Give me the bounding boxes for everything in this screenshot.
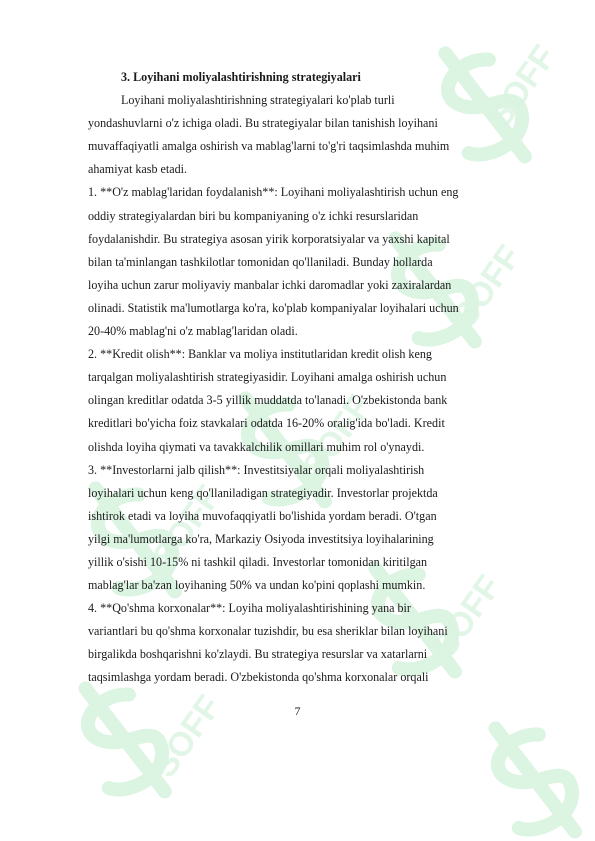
paragraph-line: ishtirok etadi va loyiha muvofaqqiyatli bo'lishida yordam beradi. O'tgan (88, 508, 437, 523)
paragraph-line: foydalanishdir. Bu strategiya asosan yirik korporatsiyalar va yaxshi kapital (88, 231, 450, 246)
paragraph-line: yondashuvlarni o'z ichiga oladi. Bu strategiyalar bilan tanishish loyihani (88, 116, 438, 131)
paragraph-line: tarqalgan moliyalashtirish strategiyasidir. Loyihani amalga oshirish uchun (88, 370, 447, 385)
paragraph-line: olingan kreditlar odatda 3-5 yillik muddatda to'lanadi. O'zbekistonda bank (88, 393, 448, 408)
paragraph-line: loyihalari uchun keng qo'llaniladigan strategiyadir. Investorlar projektda (88, 485, 438, 500)
paragraph-line: 2. **Kredit olish**: Banklar va moliya institutlaridan kredit olish keng (88, 347, 432, 362)
watermark-glyph (54, 670, 186, 817)
paragraph-line: birgalikda boshqarishni ko'zlaydi. Bu strategiya resurslar va xatarlarni (88, 647, 428, 662)
watermark-text: SOFF (445, 238, 529, 335)
section-heading: 3. Loyihani moliyalashtirishning strategiyalari (121, 70, 361, 84)
watermark-text: SOFF (425, 568, 509, 665)
paragraph-line: Loyihani moliyalashtirishning strategiyalari ko'plab turli (121, 93, 395, 108)
paragraph-line: muvaffaqiyatli amalga oshirish va mablag'larni to'g'ri taqsimlashda muhim (88, 139, 450, 154)
paragraph-line: yillik o'sishi 10-15% ni tashkil qiladi. Investorlar tomonidan kiritilgan (88, 554, 428, 569)
watermark-text: SOFF (480, 38, 564, 135)
paragraph-line: 3. **Investorlarni jalb qilish**: Investitsiyalar orqali moliyalashtirish (88, 462, 425, 477)
paragraph-line: yilgi ma'lumotlarga ko'ra, Markaziy Osiyoda investitsiya loyihalarining (88, 531, 434, 546)
paragraph-line: 1. **O'z mablag'laridan foydalanish**: Loyihani moliyalashtirish uchun eng (88, 185, 459, 200)
watermark-text: SOFF (145, 688, 229, 785)
paragraph-line: bilan ta'minlangan tashkilotlar tomonidan qo'llaniladi. Bunday hollarda (88, 254, 433, 269)
paragraph-line: kreditlari bo'yicha foiz stavkalari odatda 16-20% oralig'ida bo'ladi. Kredit (88, 416, 445, 431)
paragraph-line: loyiha uchun zarur moliyaviy manbalar ichki daromadlar yoki zaxiralardan (88, 277, 452, 292)
paragraph-line: olishda loyiha qiymati va tavakkalchilik omillari muhim rol o'ynaydi. (88, 439, 425, 454)
watermark-text: SOFF (145, 478, 229, 575)
watermark-text: SOFF (295, 388, 379, 485)
watermark-glyph (464, 710, 595, 841)
body-text (88, 66, 518, 690)
paragraph-line: mablag'lar ba'zan loyihaning 50% va undan ko'pini qoplashi mumkin. (88, 578, 426, 593)
paragraph-line: ahamiyat kasb etadi. (88, 162, 188, 177)
paragraph-line: taqsimlashga yordam beradi. O'zbekistonda qo'shma korxonalar orqali (88, 670, 429, 685)
paragraph-line: 4. **Qo'shma korxonalar**: Loyiha moliyalashtirishining yana bir (88, 601, 411, 616)
paragraph-line: variantlari bu qo'shma korxonalar tuzishdir, bu esa sheriklar bilan loyihani (88, 624, 448, 639)
paragraph-line: 20-40% mablag'ni o'z mablag'laridan oladi. (88, 324, 298, 339)
paragraph-line: oddiy strategiyalardan biri bu kompaniyaning o'z ichki resurslaridan (88, 208, 419, 223)
page-number: 7 (294, 704, 301, 718)
paragraph-line: olinadi. Statistik ma'lumotlarga ko'ra, ko'plab kompaniyalar loyihalari uchun (88, 300, 459, 315)
